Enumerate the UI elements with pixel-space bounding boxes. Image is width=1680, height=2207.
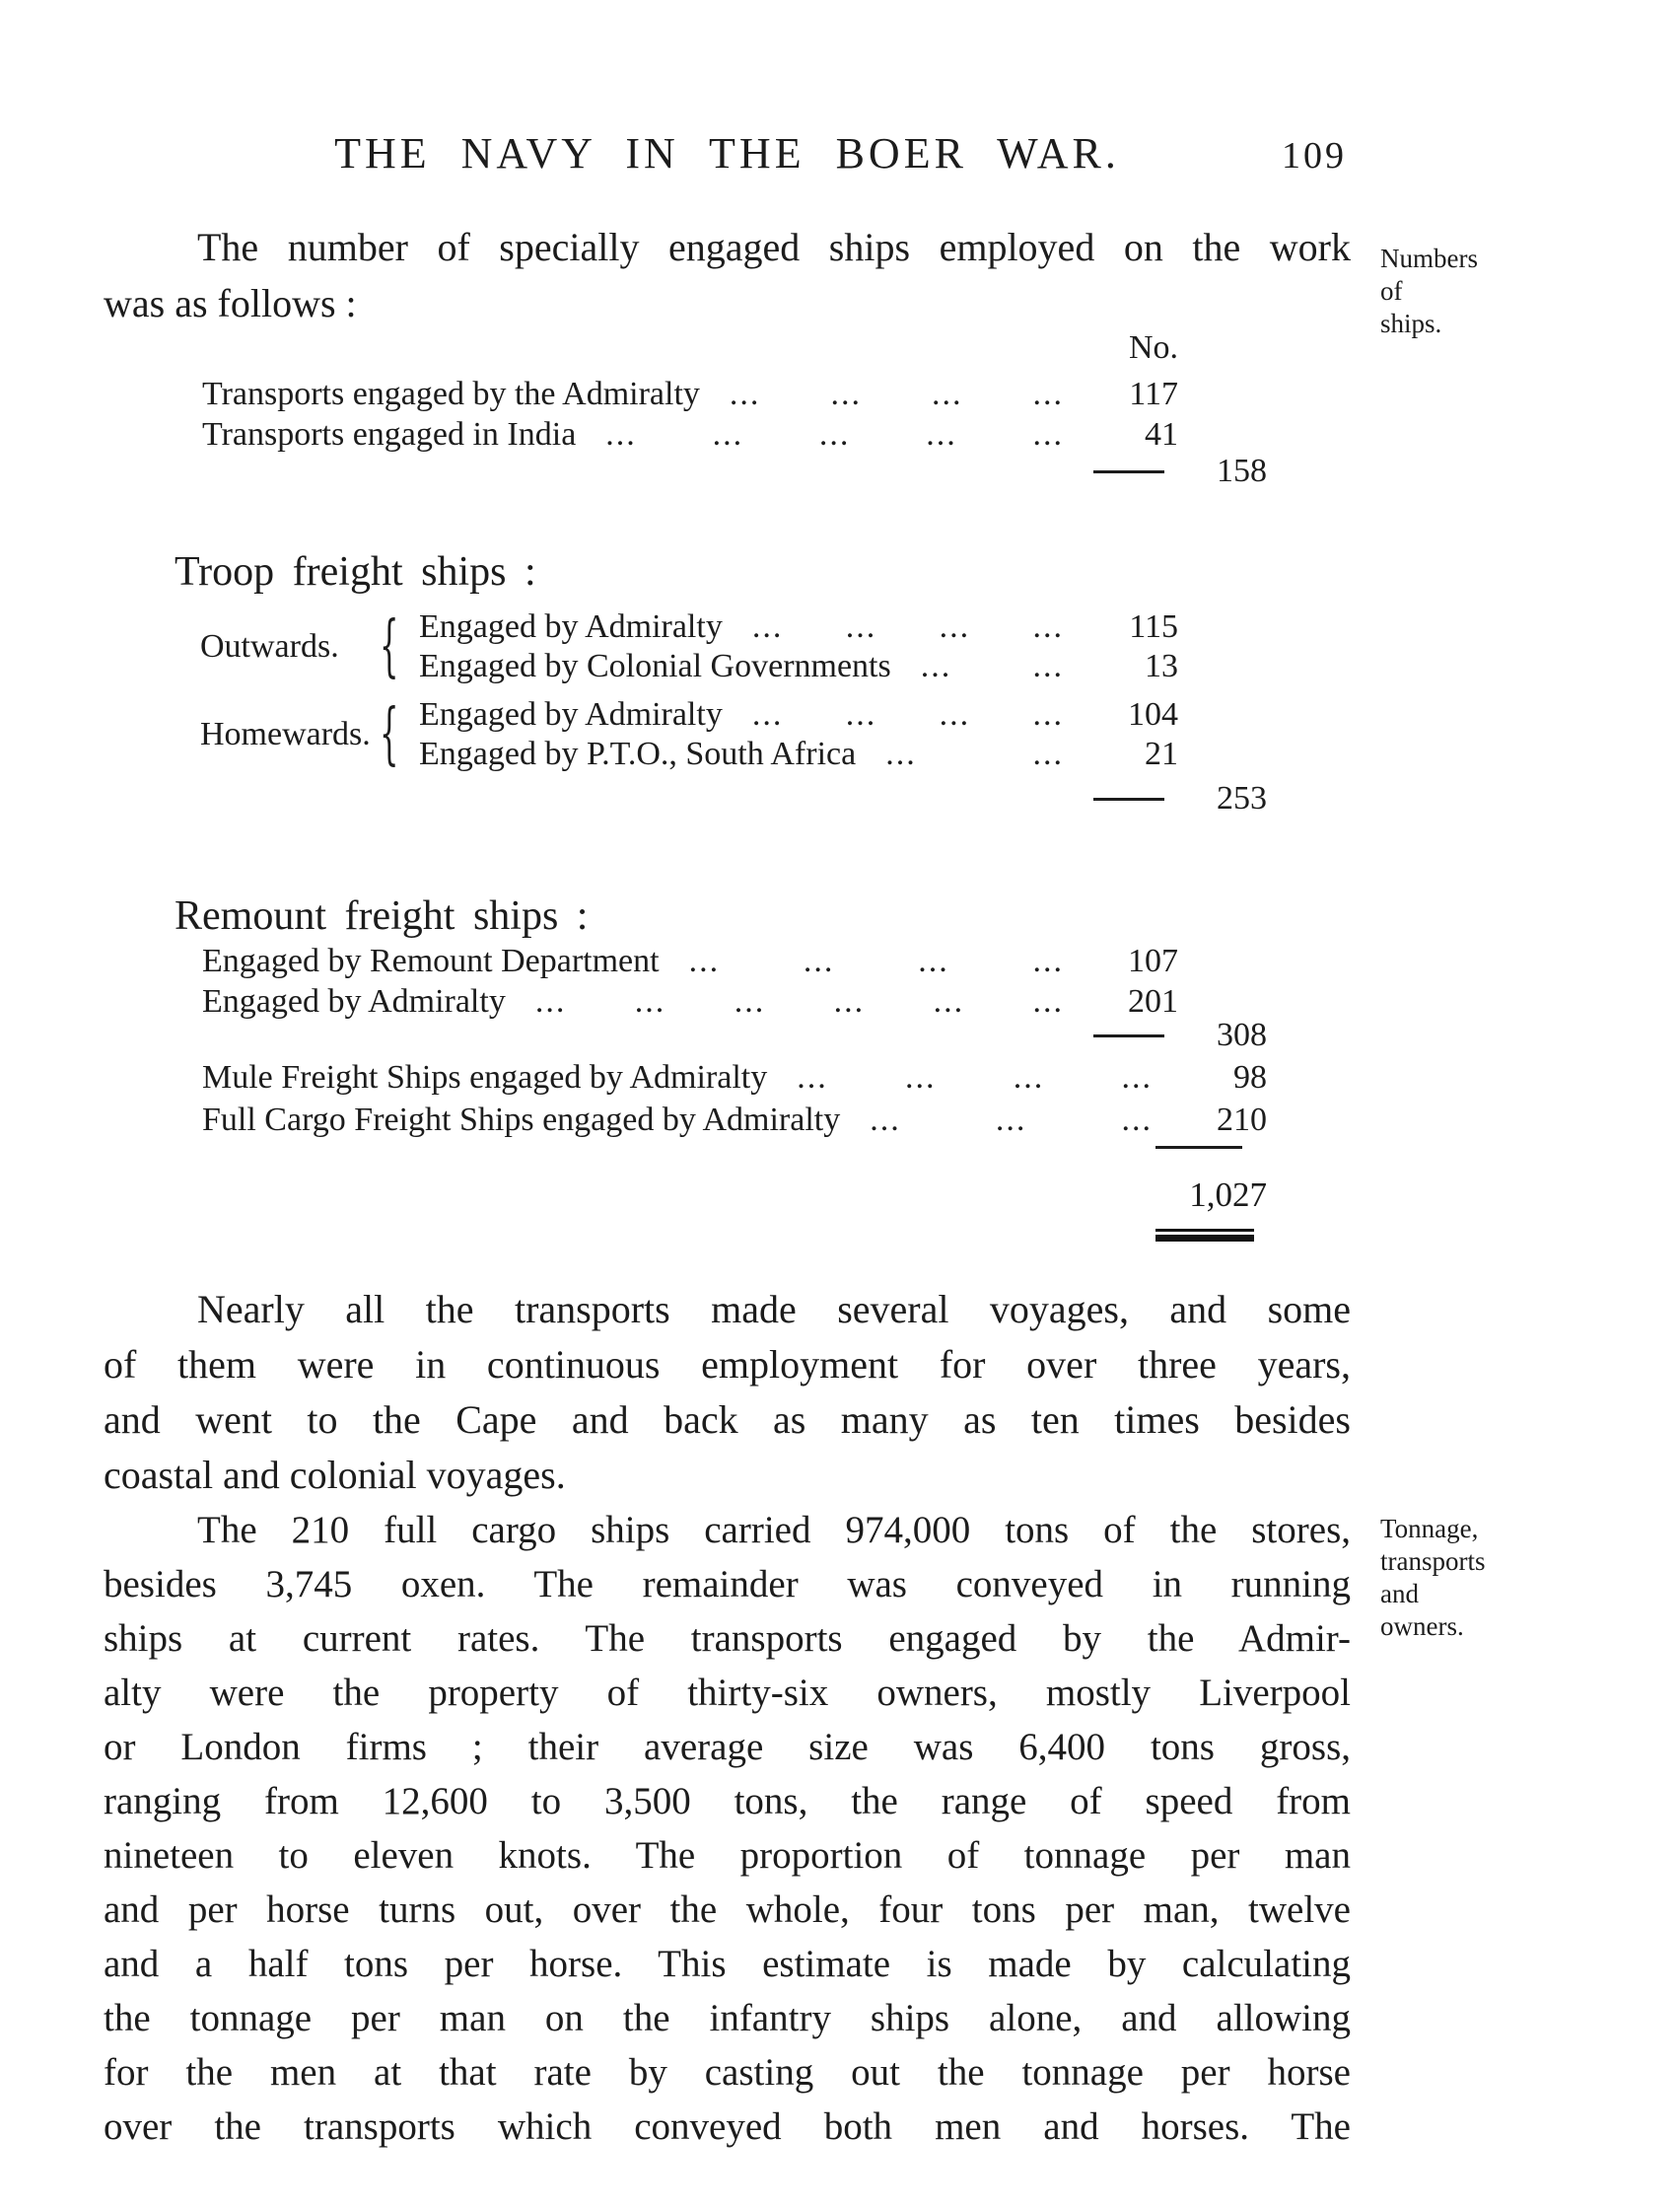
paragraph-line: and went to the Cape and back as many as ten times besides — [104, 1397, 1351, 1442]
grand-total-double-rule — [1155, 1229, 1254, 1242]
row-label: Transports engaged in India — [202, 416, 577, 453]
row-label: Engaged by Admiralty — [419, 696, 723, 733]
table-row — [104, 415, 1267, 455]
remount-heading: Remount freight ships : — [175, 893, 589, 939]
paragraph-line: and per horse turns out, over the whole, four tons per man, twelve — [104, 1888, 1351, 1931]
paragraph-line: besides 3,745 oxen. The remainder was conveyed in running — [104, 1563, 1351, 1605]
paragraph-line: The number of specially engaged ships employed on the work — [197, 225, 1351, 269]
paragraph-line: alty were the property of thirty-six owners, mostly Liverpool — [104, 1672, 1351, 1714]
group-rows — [419, 695, 1267, 774]
paragraph-line: ranging from 12,600 to 3,500 tons, the range of speed from — [104, 1780, 1351, 1822]
dot-leader: ... ... ... ... — [797, 1059, 1153, 1096]
table-row — [419, 695, 1267, 735]
section-total-row — [104, 452, 1267, 491]
grand-total: 1,027 — [1189, 1175, 1267, 1214]
table-row — [419, 735, 1267, 774]
grand-total-rule — [1155, 1146, 1242, 1149]
row-label: Full Cargo Freight Ships engaged by Admiralty — [202, 1102, 841, 1138]
row-value: 21 — [1145, 736, 1178, 772]
section-total: 158 — [1217, 453, 1267, 489]
dot-leader: ... ... ... ... — [688, 943, 1064, 979]
row-value: 115 — [1129, 608, 1178, 645]
row-value: 13 — [1145, 648, 1178, 684]
row-label: Engaged by Admiralty — [202, 983, 506, 1020]
paragraph-line: for the men at that rate by casting out the tonnage per horse — [104, 2051, 1351, 2094]
homewards-group — [104, 695, 1267, 774]
table-row — [104, 942, 1267, 981]
dot-leader: ... ... — [920, 648, 1064, 684]
troop-heading: Troop freight ships : — [175, 549, 536, 595]
dot-leader: ... ... ... ... — [729, 376, 1064, 412]
section-total-row — [104, 779, 1267, 819]
table-row — [419, 647, 1267, 686]
page-number: 109 — [1282, 135, 1347, 177]
dot-leader: ... ... ... ... — [751, 696, 1064, 733]
margin-note-line: of — [1380, 276, 1403, 306]
paragraph-line: Nearly all the transports made several voyages, and some — [197, 1287, 1351, 1331]
row-label: Engaged by Admiralty — [419, 608, 723, 645]
row-label: Engaged by P.T.O., South Africa — [419, 736, 857, 772]
total-rule — [1093, 1034, 1164, 1037]
group-rows — [419, 607, 1267, 686]
section-subtotal: 308 — [1217, 1017, 1267, 1053]
margin-note-tonnage — [1380, 1513, 1597, 1643]
paragraph-line: of them were in continuous employment for over three years, — [104, 1342, 1351, 1387]
dot-leader: ... ... ... — [870, 1102, 1153, 1138]
section-total-row — [104, 1016, 1267, 1055]
group-label: Outwards. — [200, 628, 339, 665]
brace: { — [380, 607, 399, 685]
row-label: Engaged by Remount Department — [202, 943, 660, 979]
paragraph-line: was as follows : — [104, 281, 357, 325]
row-value: 201 — [1128, 983, 1178, 1020]
table-row — [104, 1101, 1267, 1140]
row-value: 107 — [1128, 943, 1178, 979]
row-label: Transports engaged by the Admiralty — [202, 376, 700, 412]
row-value: 117 — [1129, 376, 1178, 412]
margin-note-numbers-of-ships — [1380, 243, 1597, 340]
tonnage-paragraph — [104, 1503, 1351, 2154]
margin-note-line: and — [1380, 1579, 1419, 1608]
dot-leader: ... ... ... ... ... ... — [534, 983, 1064, 1020]
paragraph-line: coastal and colonial voyages. — [104, 1453, 566, 1497]
total-rule — [1093, 798, 1164, 801]
paragraph-line: the tonnage per man on the infantry ships alone, and allowing — [104, 1997, 1351, 2039]
total-rule — [1093, 470, 1164, 473]
table-row — [104, 375, 1267, 414]
row-value: 41 — [1145, 416, 1178, 453]
margin-note-line: ships. — [1380, 309, 1442, 338]
group-label: Homewards. — [200, 716, 371, 752]
row-value: 104 — [1128, 696, 1178, 733]
dot-leader: ... ... — [885, 736, 1064, 772]
paragraph-line: The 210 full cargo ships carried 974,000 tons of the stores, — [197, 1509, 1351, 1551]
dot-leader: ... ... ... ... — [751, 608, 1064, 645]
dot-leader: ... ... ... ... ... — [605, 416, 1064, 453]
margin-note-line: transports — [1380, 1546, 1486, 1576]
row-value: 210 — [1217, 1102, 1267, 1138]
paragraph-line: nineteen to eleven knots. The proportion of tonnage per man — [104, 1834, 1351, 1877]
intro-paragraph — [104, 219, 1351, 331]
outwards-group — [104, 607, 1267, 686]
paragraph-line: ships at current rates. The transports engaged by the Admir- — [104, 1617, 1351, 1660]
table-row — [419, 607, 1267, 647]
paragraph-line: or London firms ; their average size was 6,400 tons gross, — [104, 1726, 1351, 1768]
section-total: 253 — [1217, 780, 1267, 817]
brace: { — [380, 695, 399, 773]
margin-note-line: Numbers — [1380, 244, 1478, 273]
margin-note-line: Tonnage, — [1380, 1514, 1479, 1543]
page-title: THE NAVY IN THE BOER WAR. — [334, 129, 1120, 178]
table-number-column-header: No. — [1128, 329, 1178, 366]
paragraph-line: and a half tons per horse. This estimate is made by calculating — [104, 1943, 1351, 1985]
row-label: Engaged by Colonial Governments — [419, 648, 891, 684]
row-label: Mule Freight Ships engaged by Admiralty — [202, 1059, 768, 1096]
table-row — [104, 1058, 1267, 1098]
paragraph-line: over the transports which conveyed both men and horses. The — [104, 2105, 1351, 2148]
margin-note-line: owners. — [1380, 1611, 1464, 1641]
row-value: 98 — [1233, 1059, 1267, 1096]
voyages-paragraph — [104, 1282, 1351, 1503]
